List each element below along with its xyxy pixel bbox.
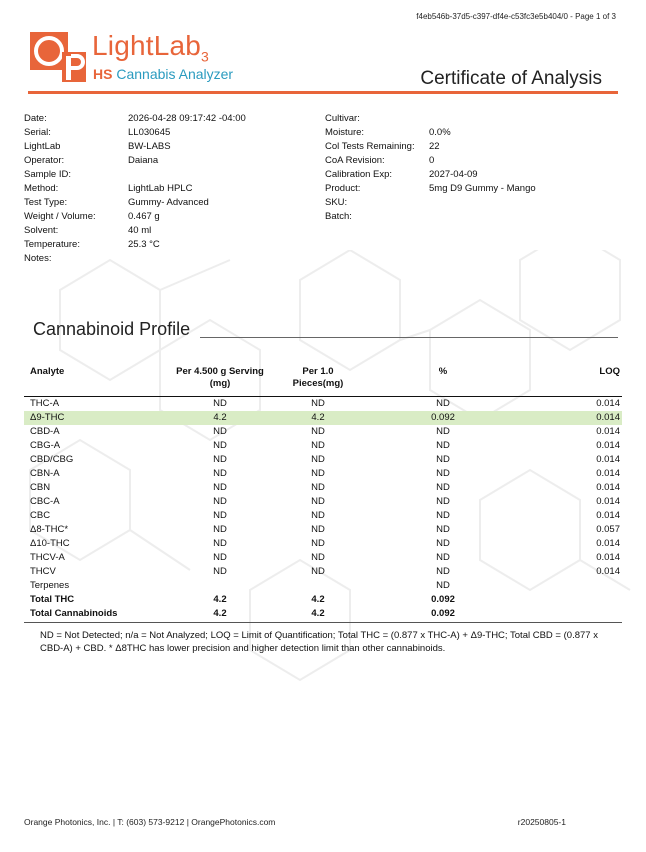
table-bottom-rule [24,622,622,623]
info-label: Moisture: [325,127,365,138]
info-value: BW-LABS [128,141,171,152]
cell-loq: 0.014 [596,496,620,508]
header-serving-line1: Per 4.500 g Serving [176,366,264,377]
info-row [24,224,246,238]
table-row [24,467,622,481]
cell-serving: ND [213,524,227,536]
info-row [24,238,246,252]
table-row [24,411,622,425]
info-value: 40 ml [128,225,152,236]
brand-name: LightLab$_3$ [92,30,210,65]
info-label: Batch: [325,211,352,222]
cell-loq: 0.014 [596,468,620,480]
info-label: Date: [24,113,47,124]
cell-serving: 4.2 [213,608,227,620]
cell-piece: ND [311,510,325,522]
cell-piece: ND [311,482,325,494]
cell-percent: 0.092 [431,412,455,424]
cell-serving: ND [213,426,227,438]
section-divider [200,337,618,338]
cell-percent: ND [436,440,450,452]
info-value: LightLab HPLC [128,183,193,194]
cell-serving: ND [213,552,227,564]
cell-serving: ND [213,454,227,466]
table-row [24,397,622,411]
cell-serving: ND [213,510,227,522]
cell-serving: ND [213,398,227,410]
cell-loq: 0.014 [596,412,620,424]
cell-piece: ND [311,468,325,480]
brand-tagline [93,66,233,82]
cell-percent: ND [436,580,450,592]
info-row [24,196,246,210]
info-label: Method: [24,183,59,194]
info-value: 25.3 °C [128,239,160,250]
cell-loq: 0.014 [596,552,620,564]
cell-loq: 0.057 [596,524,620,536]
cell-piece: 4.2 [311,594,325,606]
cell-serving: ND [213,482,227,494]
sample-info-left [24,112,246,266]
table-row [24,425,622,439]
cell-loq: 0.014 [596,566,620,578]
cell-loq: 0.014 [596,398,620,410]
cell-percent: ND [436,398,450,410]
cell-analyte: CBN [30,482,51,494]
info-row [325,112,536,126]
cell-loq: 0.014 [596,454,620,466]
table-row [24,551,622,565]
info-value: 0 [429,155,435,166]
cell-analyte: Total THC [30,594,75,606]
cell-piece: ND [311,524,325,536]
info-label: Product: [325,183,361,194]
footnote: ND = Not Detected; n/a = Not Analyzed; LOQ = Limit of Quantification; Total THC = (0.877 x THC-A) + Δ9-THC; Total CBD = (0.877 x CBD-A) + CBD. * Δ8THC has lower precision and higher detection limit than other cannabinoids. [40,630,598,654]
info-value: 5mg D9 Gummy - Mango [429,183,536,194]
cell-serving: 4.2 [213,594,227,606]
info-row [325,210,536,224]
cell-analyte: CBD/CBG [30,454,74,466]
table-row [24,607,622,621]
table-body [24,397,622,621]
table-row [24,523,622,537]
info-label: Sample ID: [24,169,71,180]
cell-percent: ND [436,482,450,494]
cell-loq: 0.014 [596,510,620,522]
info-row [24,140,246,154]
table-header [24,362,622,396]
tagline-rest: Cannabis Analyzer [116,66,234,82]
info-label: CoA Revision: [325,155,385,166]
cell-analyte: Δ10-THC [30,538,70,550]
info-value: Daiana [128,155,159,166]
info-label: Operator: [24,155,65,166]
cell-loq: 0.014 [596,440,620,452]
cell-analyte: THCV [30,566,56,578]
info-value: Gummy- Advanced [128,197,209,208]
info-value: LL030645 [128,127,171,138]
table-row [24,593,622,607]
cannabinoid-table [24,362,622,621]
info-value: 2026-04-28 09:17:42 -04:00 [128,113,246,124]
info-row [24,210,246,224]
cell-piece: 4.2 [311,608,325,620]
cell-piece: ND [311,398,325,410]
cell-analyte: Terpenes [30,580,70,592]
info-row [325,154,536,168]
cell-percent: ND [436,468,450,480]
cell-piece: ND [311,552,325,564]
info-label: Cultivar: [325,113,360,124]
cell-analyte: Δ9-THC [30,412,65,424]
info-row [24,252,246,266]
header-serving [164,366,276,390]
footer-contact: Orange Photonics, Inc. | T: (603) 573-9212 | OrangePhotonics.com [24,817,276,827]
info-row [325,140,536,154]
info-label: Serial: [24,127,51,138]
cell-percent: ND [436,552,450,564]
cell-percent: ND [436,538,450,550]
info-row [24,112,246,126]
lightlab-logo-icon [30,32,88,84]
header-divider [28,91,618,94]
header-analyte: Analyte [30,366,65,377]
info-row [325,168,536,182]
cell-piece: ND [311,454,325,466]
cell-percent: ND [436,496,450,508]
cell-percent: ND [436,510,450,522]
info-row [325,196,536,210]
cell-serving: ND [213,440,227,452]
header-pieces-line2: Pieces(mg) [292,378,344,389]
cell-analyte: THCV-A [30,552,65,564]
section-title: Cannabinoid Profile [33,319,191,339]
info-label: Col Tests Remaining: [325,141,415,152]
cell-percent: 0.092 [431,608,455,620]
table-row [24,537,622,551]
info-row [325,182,536,196]
info-label: Temperature: [24,239,80,250]
cell-analyte: Δ8-THC* [30,524,69,536]
cell-percent: 0.092 [431,594,455,606]
cell-piece: ND [311,440,325,452]
info-label: SKU: [325,197,348,208]
header-pieces-line1: Per 1.0 [302,366,334,377]
cell-loq: 0.014 [596,426,620,438]
info-row [325,126,536,140]
info-label: Weight / Volume: [24,211,96,222]
info-row [24,154,246,168]
cell-serving: ND [213,496,227,508]
cell-piece: ND [311,426,325,438]
cell-analyte: CBC-A [30,496,60,508]
cell-percent: ND [436,524,450,536]
info-row [24,126,246,140]
info-label: Test Type: [24,197,68,208]
cell-analyte: THC-A [30,398,60,410]
table-row [24,481,622,495]
cell-analyte: CBN-A [30,468,60,480]
cell-percent: ND [436,454,450,466]
cell-serving: ND [213,538,227,550]
cell-piece: ND [311,496,325,508]
table-row [24,509,622,523]
header-serving-line2: (mg) [209,378,231,389]
info-value: 22 [429,141,440,152]
info-row [24,182,246,196]
cell-percent: ND [436,426,450,438]
cell-piece: ND [311,538,325,550]
table-row [24,453,622,467]
cell-piece: ND [311,566,325,578]
cell-loq: 0.014 [596,482,620,494]
table-row [24,565,622,579]
cell-loq: 0.014 [596,538,620,550]
info-label: Solvent: [24,225,59,236]
info-label: Calibration Exp: [325,169,393,180]
header-pieces [276,366,360,390]
header-loq: LOQ [599,366,620,377]
cell-serving: 4.2 [213,412,227,424]
document-title: Certificate of Analysis [420,68,602,89]
info-value: 0.0% [429,127,451,138]
cell-analyte: CBD-A [30,426,60,438]
cell-serving: ND [213,468,227,480]
header-percent: % [438,366,448,377]
tagline-hs: HS [93,66,113,82]
info-value: 0.467 g [128,211,160,222]
footer-revision: r20250805-1 [517,817,566,827]
cell-piece: 4.2 [311,412,325,424]
cell-analyte: CBC [30,510,51,522]
info-value: 2027-04-09 [429,169,478,180]
table-row [24,579,622,593]
document-id: f4eb546b-37d5-c397-df4e-c53fc3e5b404/0 - Page 1 of 3 [416,12,616,21]
cell-analyte: CBG-A [30,440,61,452]
cell-percent: ND [436,566,450,578]
brand-version: 3 [201,48,210,65]
info-label: LightLab [24,141,61,152]
table-row [24,439,622,453]
cell-serving: ND [213,566,227,578]
info-row [24,168,246,182]
table-row [24,495,622,509]
cell-analyte: Total Cannabinoids [30,608,118,620]
sample-info-right [325,112,536,224]
info-label: Notes: [24,253,52,264]
